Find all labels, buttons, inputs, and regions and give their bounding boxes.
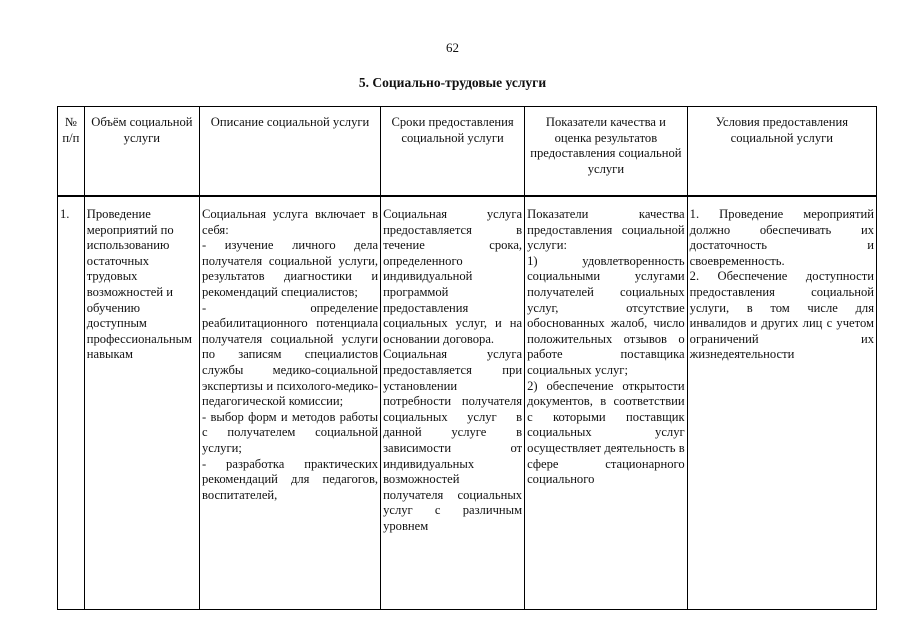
description-line: - определение реабилитационного потенциала получателя социальной услуги по записям специалистов службы медико-социальной экспертизы и психолого-медико-педагогической комиссии; [201, 300, 382, 409]
conditions-paragraph: 1. Проведение мероприятий должно обеспечивать их достаточность и своевременность. [689, 207, 878, 268]
description-line: - выбор форм и методов работы с получателем социальной услуги; [201, 409, 382, 455]
quality-paragraph: 2) обеспечение открытости документов, в соответствии с которыми поставщик социальных услуг осуществляет деятельность в сфере стационарного социального [527, 378, 688, 487]
header-terms: Сроки предоставления социальной услуги [381, 107, 525, 197]
table-row [58, 196, 877, 610]
cell-service-name: Проведение мероприятий по использованию остаточных трудовых возможностей и обучению доступным профессиональным навыкам [84, 196, 199, 610]
conditions-paragraph: 2. Обеспечение доступности предоставления социальной услуги, в том числе для инвалидов и других лиц с учетом ограничений их жизнедеятельности [689, 269, 878, 362]
table-header-row [58, 107, 877, 197]
page-number: 62 [446, 40, 459, 55]
cell-terms [381, 196, 525, 610]
cell-quality [525, 196, 688, 610]
section-title: 5. Социально-трудовые услуги [358, 75, 547, 90]
terms-paragraph: Социальная услуга предоставляется в течение срока, определенного индивидуальной программой предоставления социальных услуг, и на основании договора. [383, 207, 526, 346]
cell-number: 1. [58, 196, 85, 610]
cell-conditions [687, 196, 876, 610]
header-number: № п/п [58, 107, 85, 197]
header-description: Описание социальной услуги [199, 107, 380, 197]
services-table [57, 106, 877, 610]
quality-paragraph: Показатели качества предоставления социальной услуги: [527, 207, 688, 253]
description-line: - разработка практических рекомендаций для педагогов, воспитателей, [201, 456, 382, 502]
cell-description [199, 196, 380, 610]
description-line: Социальная услуга включает в себя: [201, 207, 382, 237]
header-quality: Показатели качества и оценка результатов предоставления социальной услуги [525, 107, 688, 197]
header-conditions: Условия предоставления социальной услуги [687, 107, 876, 197]
header-volume: Объём социальной услуги [84, 107, 199, 197]
terms-paragraph: Социальная услуга предоставляется при установлении потребности получателя социальных услуг в данной услуге в зависимости от индивидуальных возможностей получателя социальных услуг с различным уровнем [383, 347, 526, 533]
quality-paragraph: 1) удовлетворенность социальными услугами получателей социальных услуг, отсутствие обоснованных жалоб, число положительных отзывов о работе поставщика социальных услуг; [527, 253, 688, 377]
description-line: - изучение личного дела получателя социальной услуги, результатов диагностики и рекомендаций специалистов; [201, 238, 382, 299]
